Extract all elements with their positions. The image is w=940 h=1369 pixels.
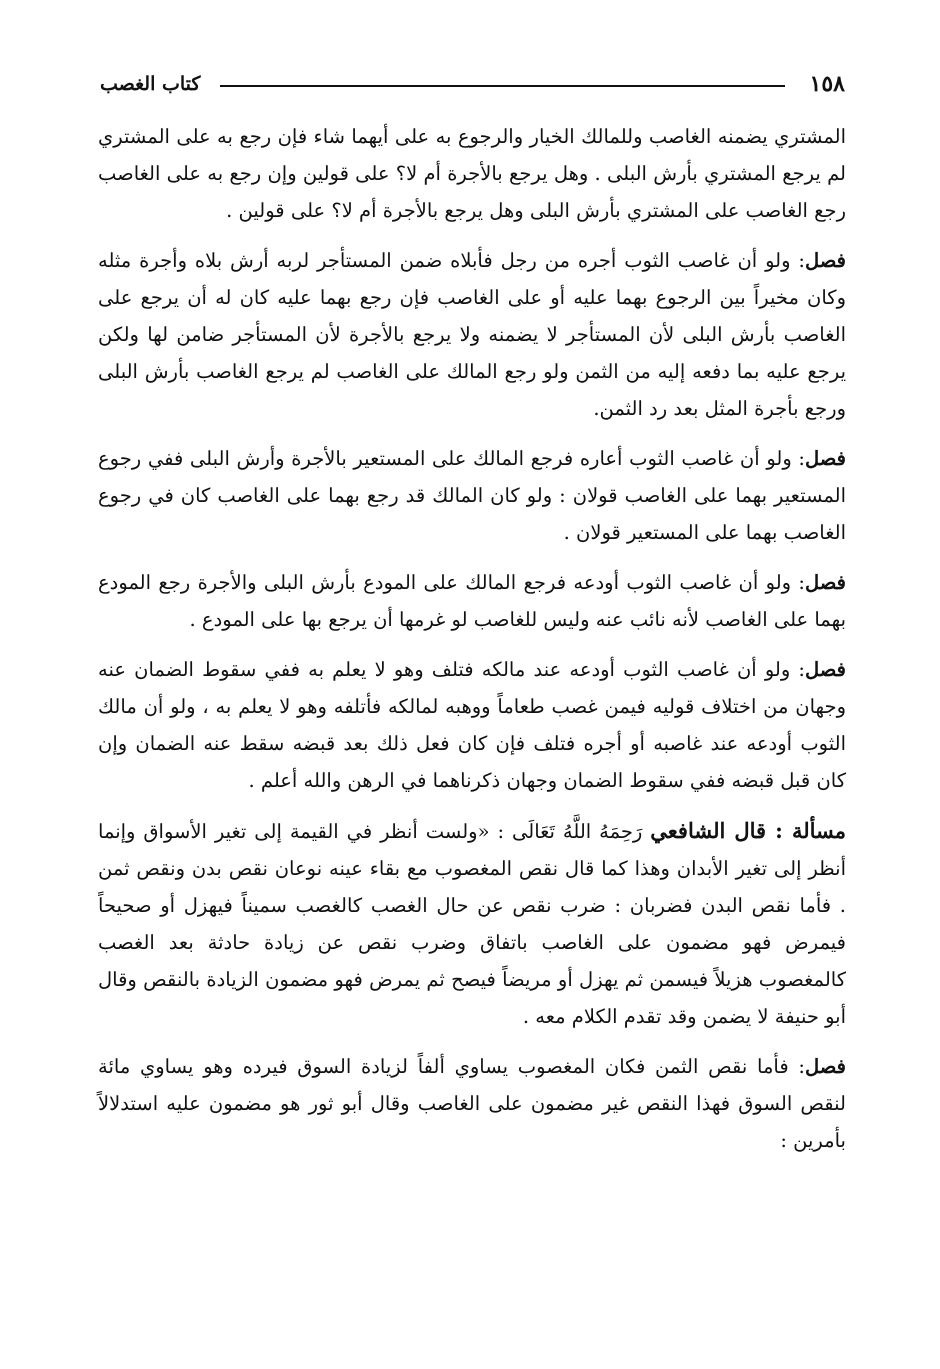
paragraph-3 [98, 440, 846, 551]
paragraph-text: : فأما نقص الثمن فكان المغصوب يساوي ألفاً لزيادة السوق فيرده وهو يساوي مائة لنقص السوق فهذا النقص غير مضمون على الغاصب وقال أبو ثور هو مضمون عليه استدلالاً بأمرين : [98, 1055, 846, 1152]
paragraph-text: : «ولست أنظر في القيمة إلى تغير الأسواق وإنما أنظر إلى تغير الأبدان وهذا كما قال نقص المغصوب مع بقاء عينه نوعان نقص بدن ونقص ثمن . فأما نقص البدن فضربان : ضرب نقص عن حال الغصب كالغصب سميناً فيهزل أو صحيحاً فيمرض فهو مضمون على الغاصب باتفاق وضرب نقص عن زيادة حادثة بعد الغصب كالمغصوب هزيلاً فيسمن ثم يهزل أو مريضاً فيصح ثم يمرض فهو مضمون الزيادة بالنقص وقال أبو حنيفة لا يضمن وقد تقدم الكلام معه . [98, 820, 846, 1028]
paragraph-7 [98, 1048, 846, 1159]
paragraph-5 [98, 651, 846, 799]
book-title: كتاب الغصب [100, 73, 201, 95]
honorific: رَحِمَهُ اللَّهُ تَعَالَى [504, 820, 651, 843]
masala-lead: مسألة : قال الشافعي [650, 818, 846, 843]
section-lead: فصل [805, 571, 846, 594]
paragraph-4 [98, 564, 846, 638]
section-lead: فصل [805, 1055, 846, 1078]
paragraph-text: : ولو أن غاصب الثوب أعاره فرجع المالك على المستعير بالأجرة وأرش البلى ففي رجوع المستعير بهما على الغاصب قولان : ولو كان المالك قد رجع بهما على الغاصب كان في رجوع الغاصب بهما على المستعير قولان . [98, 447, 846, 544]
paragraph-text: : ولو أن غاصب الثوب أودعه عند مالكه فتلف وهو لا يعلم به ففي سقوط الضمان عنه وجهان من اختلاف قوليه فيمن غصب طعاماً ووهبه لمالكه فأتلفه وهو لا يعلم به ، ولو أن مالك الثوب أودعه عند غاصبه أو أجره فتلف فإن كان فعل ذلك بعد قبضه سقط عنه الضمان وإن كان قبل قبضه ففي سقوط الضمان وجهان ذكرناهما في الرهن والله أعلم . [98, 658, 846, 792]
header-rule [220, 85, 785, 87]
paragraph-text: : ولو أن غاصب الثوب أجره من رجل فأبلاه ضمن المستأجر لربه أرش بلاه وأجرة مثله وكان مخيراً بين الرجوع بهما عليه أو على الغاصب فإن رجع بهما عليه كان له أن يرجع على الغاصب بأرش البلى لأن المستأجر لا يضمنه ولا يرجع بالأجرة لأن المستأجر ضامن لها ولكن يرجع عليه بما دفعه إليه من الثمن ولو رجع المالك على الغاصب لم يرجع الغاصب بأرش البلى ورجع بأجرة المثل بعد رد الثمن. [98, 249, 846, 420]
paragraph-text: : ولو أن غاصب الثوب أودعه فرجع المالك على المودع بأرش البلى والأجرة رجع المودع بهما على الغاصب لأنه نائب عنه وليس للغاصب لو غرمها أن يرجع بها على المودع . [98, 571, 846, 631]
paragraph-1 [98, 118, 846, 229]
page-number: ١٥٨ [809, 71, 845, 97]
paragraph-6 [98, 812, 846, 1035]
page-body [98, 118, 846, 1159]
paragraph-text: المشتري يضمنه الغاصب وللمالك الخيار والرجوع به على أيهما شاء فإن رجع به على المشتري لم يرجع المشتري بأرش البلى . وهل يرجع بالأجرة أم لا؟ على قولين وإن رجع به على الغاصب رجع الغاصب على المشتري بأرش البلى وهل يرجع بالأجرة أم لا؟ على قولين . [98, 125, 846, 222]
section-lead: فصل [805, 658, 846, 681]
page-header [100, 66, 845, 102]
paragraph-2 [98, 242, 846, 427]
section-lead: فصل [805, 447, 846, 470]
section-lead: فصل [805, 249, 846, 272]
